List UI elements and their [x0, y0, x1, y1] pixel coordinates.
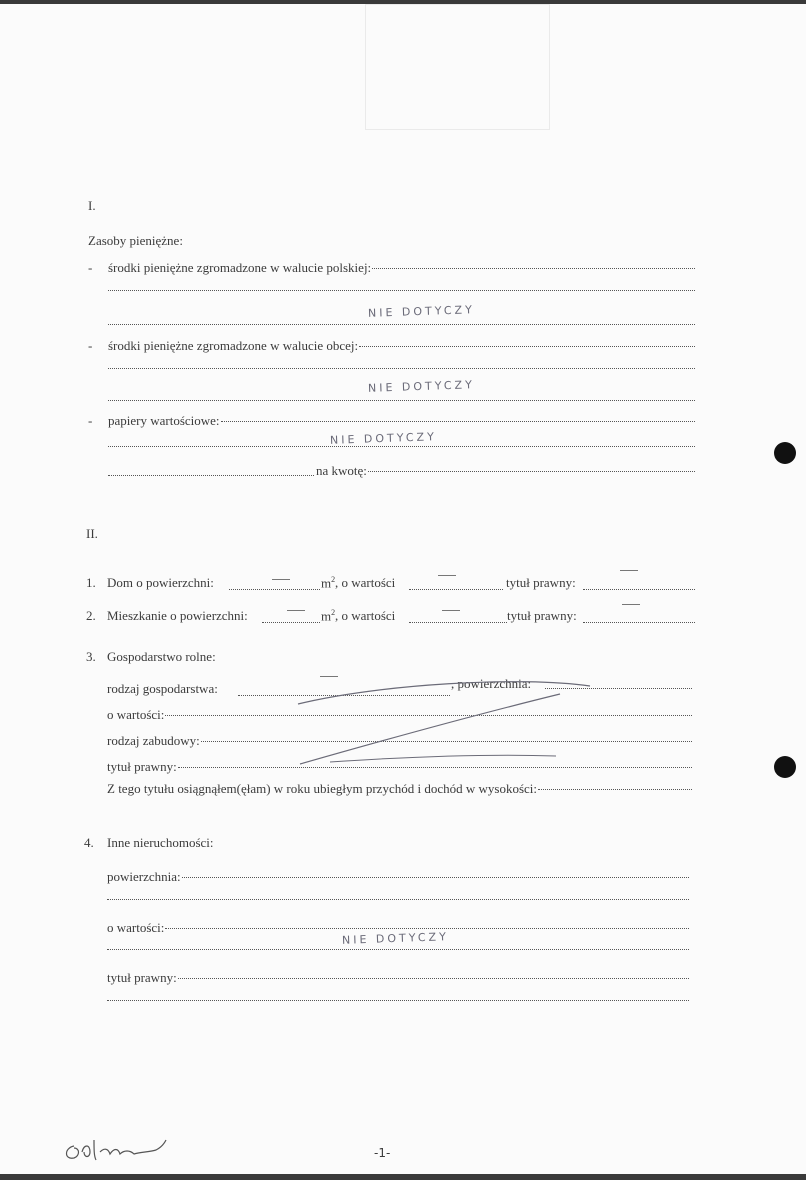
farm-income-label: Z tego tytułu osiągnąłem(ęłam) w roku ubiegłym przychód i dochód w wysokości:: [107, 781, 537, 796]
farm-building-label: rodzaj zabudowy:: [107, 733, 200, 748]
item-1-label: środki pieniężne zgromadzone w walucie polskiej:: [108, 260, 372, 275]
item-1-handwritten-note: NIE DOTYCZY: [367, 303, 476, 320]
other-title-line-2: [107, 1000, 689, 1001]
other-handwritten-note: NIE DOTYCZY: [341, 930, 450, 947]
other-title-label: tytuł prawny:: [107, 970, 177, 985]
flat-value-label: , o wartości: [335, 608, 396, 623]
flat-number: 2.: [86, 608, 96, 623]
house-value-label: , o wartości: [335, 575, 396, 590]
section-1-heading: Zasoby pieniężne:: [88, 233, 183, 248]
page-number: -1-: [374, 1146, 391, 1160]
other-area-field: [107, 869, 689, 885]
other-area-line-2: [107, 899, 689, 900]
item-2-bullet: -: [88, 338, 93, 353]
farm-value-label: o wartości:: [107, 707, 165, 722]
item-2-handwritten-note: NIE DOTYCZY: [367, 378, 476, 395]
house-area-unit: $m^2$: [321, 575, 336, 591]
flat-area-unit: $m^2$: [321, 608, 336, 624]
house-area-label: Dom o powierzchni:: [107, 575, 214, 590]
item-2-label: środki pieniężne zgromadzone w walucie obcej:: [108, 338, 359, 353]
other-number: 4.: [84, 835, 94, 850]
other-title-field: [107, 970, 689, 986]
declaration-page: [0, 4, 806, 1174]
item-3-amount-label: na kwotę:: [316, 463, 367, 478]
farm-area-label: , powierzchnia:: [451, 676, 532, 691]
section-1-number: I.: [88, 198, 96, 213]
farm-heading: Gospodarstwo rolne:: [107, 649, 216, 664]
house-title-label: tytuł prawny:: [506, 575, 576, 590]
farm-type-label: rodzaj gospodarstwa:: [107, 681, 218, 696]
section-2-number: II.: [86, 526, 98, 541]
signature: [60, 1130, 180, 1170]
other-heading: Inne nieruchomości:: [107, 835, 214, 850]
farm-number: 3.: [86, 649, 96, 664]
flat-title-label: tytuł prawny:: [507, 608, 577, 623]
flat-area-label: Mieszkanie o powierzchni:: [107, 608, 248, 623]
item-1-bullet: -: [88, 260, 93, 275]
other-value-label: o wartości:: [107, 920, 165, 935]
other-area-label: powierzchnia:: [107, 869, 181, 884]
farm-title-label: tytuł prawny:: [107, 759, 177, 774]
item-3-bullet: -: [88, 413, 93, 428]
item-3-label: papiery wartościowe:: [108, 413, 220, 428]
item-3-handwritten-note: NIE DOTYCZY: [329, 430, 438, 447]
farm-strike-marks: [0, 4, 806, 1174]
house-number: 1.: [86, 575, 96, 590]
other-value-line-2: [107, 949, 689, 950]
